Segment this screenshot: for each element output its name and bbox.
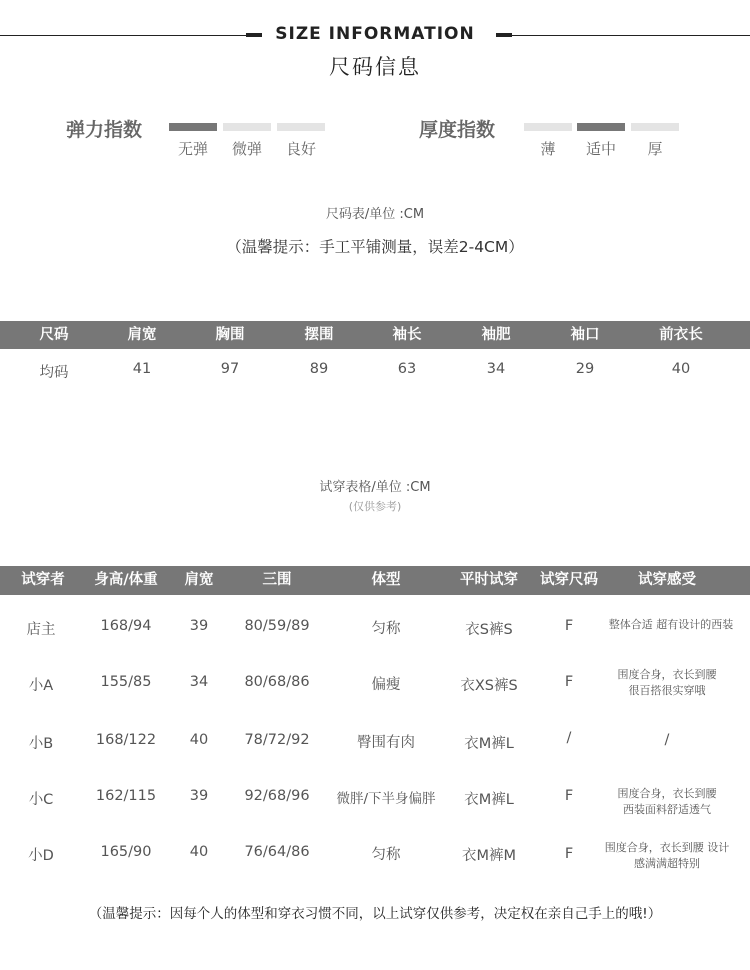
tryon-cell-body-type: 匀称 bbox=[371, 847, 401, 863]
tryon-cell-measurements: 92/68/96 bbox=[244, 788, 310, 804]
thickness-bar-thin bbox=[524, 123, 572, 131]
tryon-table-header bbox=[0, 566, 750, 595]
size-header-sleeve-width: 袖肥 bbox=[481, 327, 511, 343]
elasticity-label-none: 无弹 bbox=[177, 140, 208, 158]
size-table-caption: 尺码表/单位 :CM bbox=[325, 207, 425, 222]
thickness-bar-medium bbox=[577, 123, 625, 131]
tryon-cell-tester: 小B bbox=[28, 736, 54, 752]
size-cell: 40 bbox=[671, 361, 691, 377]
tryon-cell-tried-size: F bbox=[564, 846, 574, 862]
elasticity-bar-slight bbox=[223, 123, 271, 131]
tryon-cell-tester: 小A bbox=[28, 678, 54, 694]
tryon-cell-feedback: / bbox=[664, 732, 670, 748]
tryon-cell-body-type: 臀围有肉 bbox=[357, 735, 415, 751]
tryon-cell-measurements: 80/68/86 bbox=[244, 674, 310, 690]
size-table-header bbox=[0, 321, 750, 349]
size-cell: 均码 bbox=[39, 365, 69, 381]
tryon-table-caption: 试穿表格/单位 :CM bbox=[319, 480, 431, 495]
tryon-cell-shoulder: 39 bbox=[189, 788, 209, 804]
size-header-chest: 胸围 bbox=[215, 327, 245, 343]
tryon-cell-body-type: 偏瘦 bbox=[371, 677, 401, 693]
elasticity-bar-none bbox=[169, 123, 217, 131]
tryon-cell-tester: 小C bbox=[28, 792, 54, 808]
size-cell: 41 bbox=[132, 361, 152, 377]
tryon-cell-measurements: 76/64/86 bbox=[244, 844, 310, 860]
tryon-header-measurements: 三围 bbox=[262, 572, 292, 588]
size-header-hem: 摆围 bbox=[304, 327, 334, 343]
size-table-tip: （温馨提示：手工平铺测量，误差2-4CM） bbox=[226, 238, 524, 256]
size-cell: 29 bbox=[575, 361, 595, 377]
tryon-table-subcaption: (仅供参考) bbox=[348, 500, 402, 513]
tryon-cell-usual-size: 衣XS裤S bbox=[460, 678, 518, 694]
size-cell: 63 bbox=[397, 361, 417, 377]
tryon-cell-height-weight: 162/115 bbox=[95, 788, 157, 804]
thickness-label-thin: 薄 bbox=[540, 140, 556, 158]
tryon-cell-usual-size: 衣S裤S bbox=[465, 622, 513, 638]
tryon-cell-tester: 小D bbox=[28, 848, 54, 864]
size-cell: 34 bbox=[486, 361, 506, 377]
size-header-size: 尺码 bbox=[39, 327, 69, 343]
title-cn: 尺码信息 bbox=[329, 55, 421, 79]
tryon-cell-shoulder: 34 bbox=[189, 674, 209, 690]
tryon-cell-height-weight: 168/122 bbox=[95, 732, 157, 748]
tryon-cell-shoulder: 39 bbox=[189, 618, 209, 634]
elasticity-label-slight: 微弹 bbox=[231, 140, 262, 158]
tryon-cell-tried-size: F bbox=[564, 674, 574, 690]
tryon-cell-body-type: 微胖/下半身偏胖 bbox=[336, 791, 436, 807]
tryon-header-tried-size: 试穿尺码 bbox=[540, 572, 598, 588]
tryon-header-tester: 试穿者 bbox=[21, 572, 65, 588]
tryon-cell-body-type: 匀称 bbox=[371, 621, 401, 637]
thickness-label-medium: 适中 bbox=[585, 140, 616, 158]
tryon-header-height-weight: 身高/体重 bbox=[94, 572, 158, 588]
elasticity-bar-good bbox=[277, 123, 325, 131]
tryon-header-shoulder: 肩宽 bbox=[184, 572, 214, 588]
tryon-cell-measurements: 80/59/89 bbox=[244, 618, 310, 634]
tryon-header-usual-size: 平时试穿 bbox=[460, 572, 518, 588]
title-en: SIZE INFORMATION bbox=[275, 24, 475, 44]
elasticity-title: 弹力指数 bbox=[66, 119, 143, 141]
size-cell: 97 bbox=[220, 361, 240, 377]
tryon-cell-tried-size: F bbox=[564, 618, 574, 634]
tryon-cell-feedback: 围度合身，衣长到腰 设计 感满满超特别 bbox=[604, 841, 730, 870]
tryon-cell-feedback: 围度合身，衣长到腰 很百搭很实穿哦 bbox=[617, 668, 717, 697]
tryon-cell-measurements: 78/72/92 bbox=[244, 732, 310, 748]
thickness-bar-thick bbox=[631, 123, 679, 131]
tryon-cell-tried-size: / bbox=[566, 730, 572, 746]
tryon-cell-height-weight: 168/94 bbox=[100, 618, 152, 634]
size-header-cuff: 袖口 bbox=[570, 327, 600, 343]
tryon-cell-feedback: 围度合身，衣长到腰 西装面料舒适透气 bbox=[617, 787, 717, 816]
footer-tip: （温馨提示：因每个人的体型和穿衣习惯不同，以上试穿仅供参考，决定权在亲自己手上的哦!） bbox=[88, 906, 662, 922]
tryon-cell-shoulder: 40 bbox=[189, 844, 209, 860]
tryon-cell-shoulder: 40 bbox=[189, 732, 209, 748]
tryon-cell-feedback: 整体合适 超有设计的西装 bbox=[608, 618, 734, 631]
tryon-cell-tried-size: F bbox=[564, 788, 574, 804]
size-header-sleeve-length: 袖长 bbox=[392, 327, 422, 343]
tryon-cell-usual-size: 衣M裤L bbox=[464, 736, 514, 752]
tryon-cell-height-weight: 165/90 bbox=[100, 844, 152, 860]
tryon-header-body-type: 体型 bbox=[371, 572, 401, 588]
size-header-front-length: 前衣长 bbox=[659, 327, 703, 343]
elasticity-label-good: 良好 bbox=[285, 140, 316, 158]
tryon-cell-tester: 店主 bbox=[26, 622, 56, 638]
thickness-label-thick: 厚 bbox=[647, 140, 663, 158]
size-header-shoulder: 肩宽 bbox=[127, 327, 157, 343]
tryon-header-feedback: 试穿感受 bbox=[638, 572, 696, 588]
size-cell: 89 bbox=[309, 361, 329, 377]
thickness-title: 厚度指数 bbox=[419, 119, 496, 141]
tryon-cell-usual-size: 衣M裤M bbox=[461, 848, 517, 864]
tryon-cell-height-weight: 155/85 bbox=[100, 674, 152, 690]
tryon-cell-usual-size: 衣M裤L bbox=[464, 792, 514, 808]
